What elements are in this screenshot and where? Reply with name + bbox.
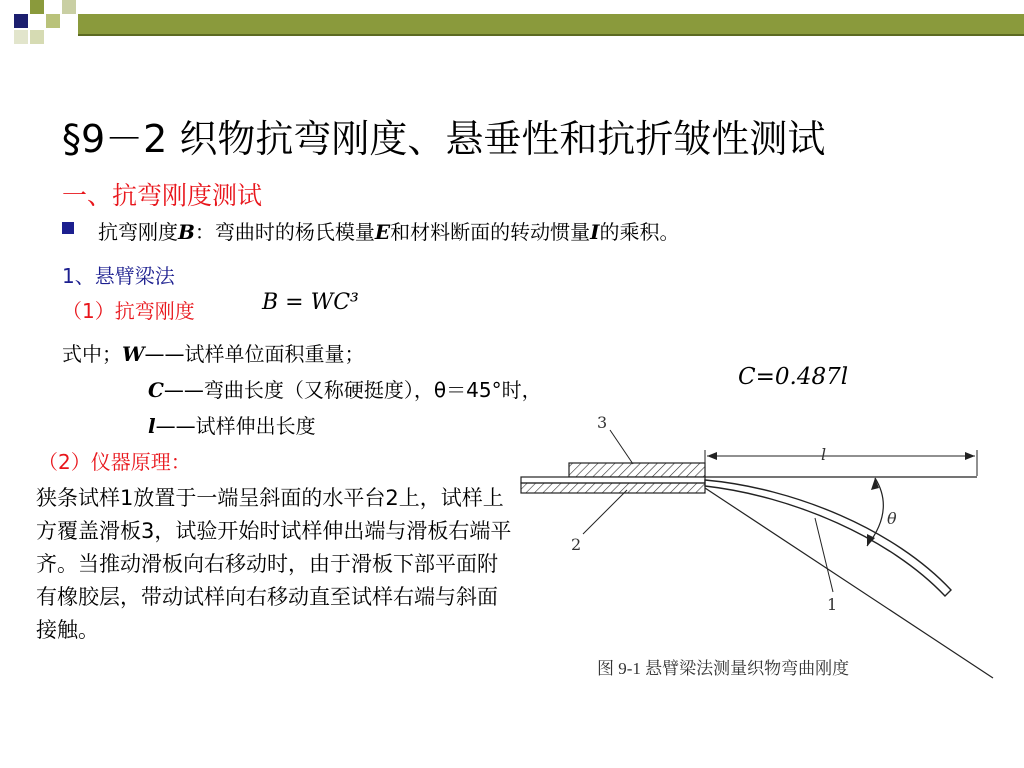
definition-mid-text: 和材料断面的转动惯量 — [390, 220, 591, 244]
l-description: ——试样伸出长度 — [155, 414, 316, 438]
label-theta: θ — [887, 509, 897, 528]
label-1: 1 — [827, 595, 838, 614]
page-title: §9－2 织物抗弯刚度、悬垂性和抗折皱性测试 — [62, 117, 826, 161]
decor-square — [30, 0, 44, 14]
subsection-1-heading: （1）抗弯刚度 — [62, 299, 195, 323]
method-heading: 1、悬臂梁法 — [62, 264, 175, 288]
subsection-2-heading: （2）仪器原理： — [38, 450, 191, 474]
bullet-square — [62, 222, 74, 234]
symbol-C: C — [148, 378, 164, 402]
bent-specimen — [705, 480, 951, 596]
symbol-E: E — [374, 220, 391, 244]
l-definition-line — [148, 410, 316, 439]
C-definition-line — [148, 374, 542, 403]
where-label: 式中； — [62, 342, 122, 366]
decor-square — [46, 14, 60, 28]
symbol-W: W — [122, 342, 145, 366]
decor-bar-dark — [78, 34, 1024, 36]
label-3: 3 — [597, 413, 608, 432]
leader-1 — [815, 518, 833, 592]
leader-3 — [610, 430, 633, 464]
symbol-I: I — [590, 220, 600, 244]
label-l: l — [821, 445, 827, 464]
figure-caption: 图 9-1 悬臂梁法测量织物弯曲刚度 — [597, 659, 850, 678]
platform-top — [521, 483, 705, 493]
symbol-B: B — [178, 220, 195, 244]
formula-bending-rigidity: B = WC³ — [262, 290, 359, 315]
dimension-arrow-right — [965, 452, 975, 460]
specimen-strip — [521, 477, 705, 483]
decor-bar — [78, 14, 1024, 34]
label-2: 2 — [571, 535, 582, 554]
corner-decoration — [0, 0, 1024, 60]
definition-line — [98, 216, 680, 245]
W-description: ——试样单位面积重量； — [144, 342, 365, 366]
section-heading: 一、抗弯刚度测试 — [62, 181, 263, 210]
decor-square — [14, 14, 28, 28]
formula-bending-length: C=0.487l — [738, 364, 849, 390]
leader-2 — [583, 490, 627, 534]
C-description: ——弯曲长度（又称硬挺度），θ＝45°时， — [163, 378, 542, 402]
sliding-plate — [569, 463, 705, 477]
principle-paragraph: 狭条试样1放置于一端呈斜面的水平台2上，试样上方覆盖滑板3，试验开始时试样伸出端与滑板右端平齐。当推动滑板向右移动时，由于滑板下部平面附有橡胶层，带动试样向右移动直至试样右端与斜面接触。 — [36, 486, 512, 642]
symbol-l: l — [148, 414, 156, 438]
decor-square — [62, 0, 76, 14]
decor-square — [14, 30, 28, 44]
definition-prefix: 抗弯刚度 — [98, 220, 178, 244]
cantilever-diagram — [515, 410, 995, 690]
where-line — [62, 338, 364, 367]
decor-square — [30, 30, 44, 44]
incline-line — [705, 488, 993, 678]
definition-suffix: 的乘积。 — [599, 220, 680, 244]
definition-colon-text: ：弯曲时的杨氏模量 — [194, 220, 375, 244]
dimension-arrow-left — [707, 452, 717, 460]
